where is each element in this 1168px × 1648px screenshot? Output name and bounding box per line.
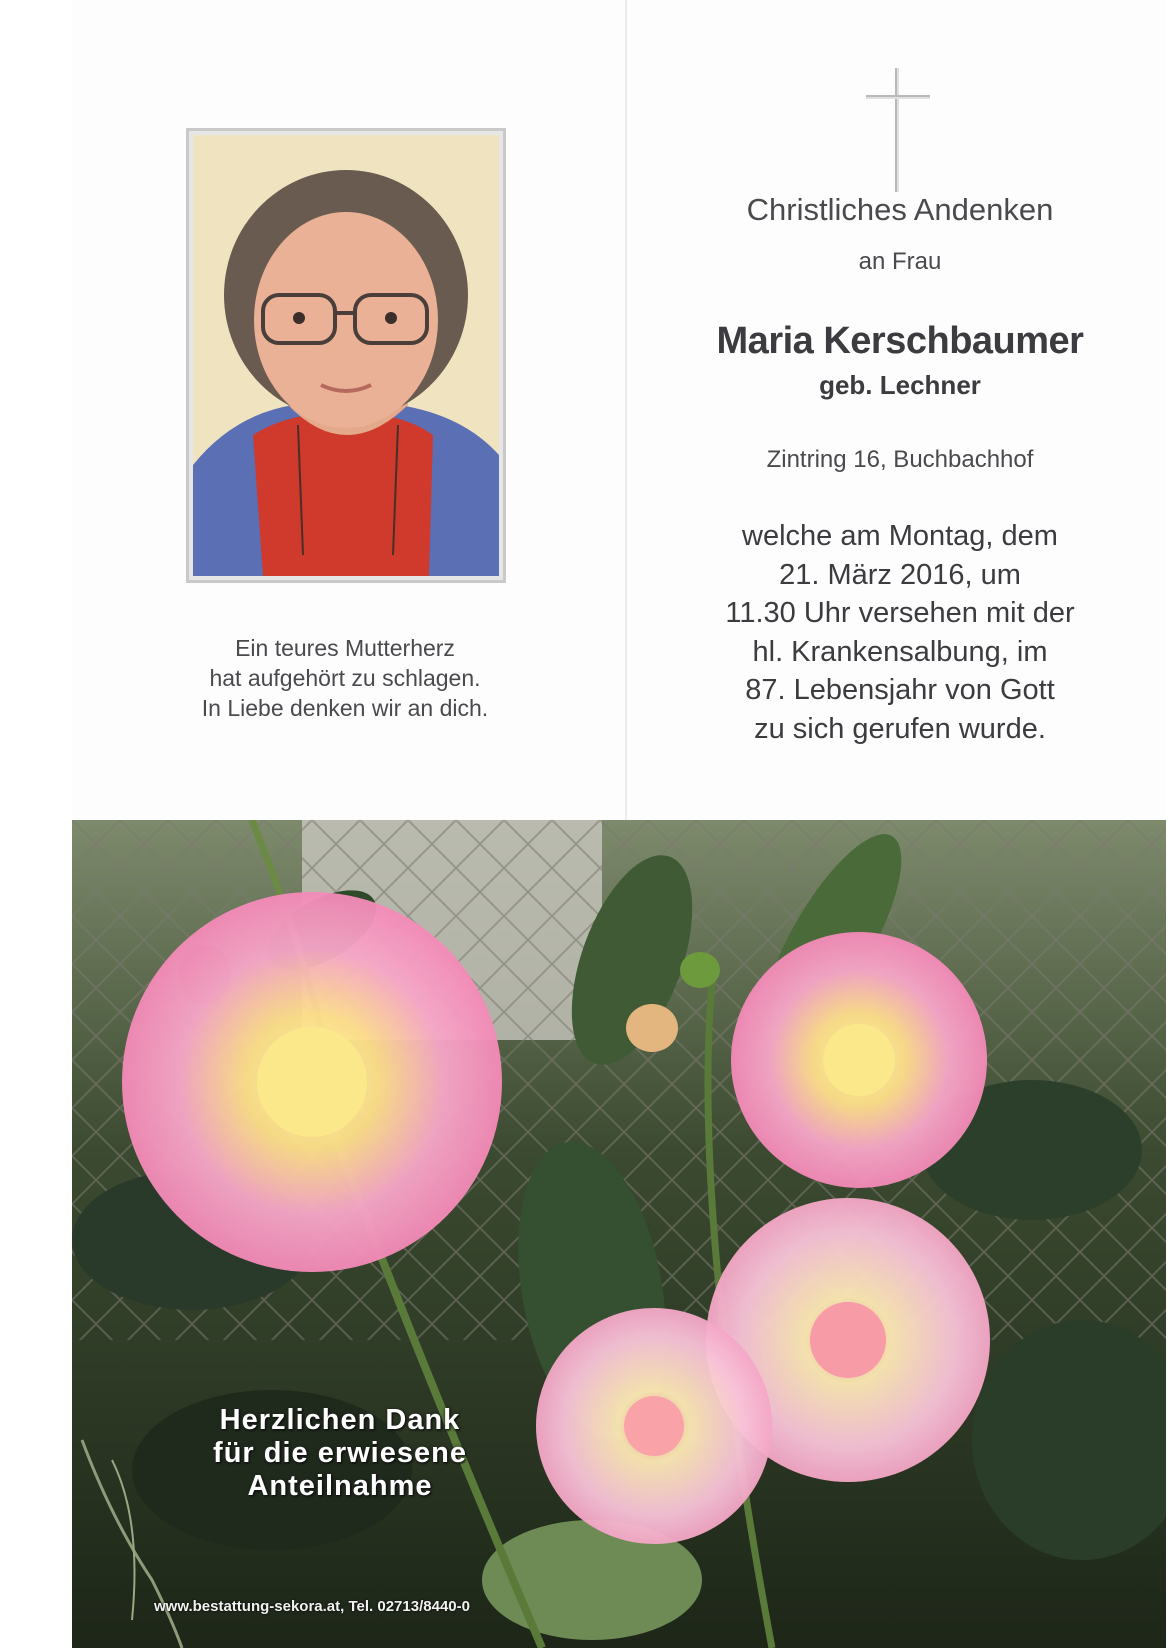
death-notice-line: zu sich gerufen wurde. (754, 712, 1046, 745)
poem-line: In Liebe denken wir an dich. (201, 695, 489, 721)
address: Zintring 16, Buchbachhof (766, 446, 1034, 473)
death-notice-line: welche am Montag, dem (742, 520, 1058, 552)
maiden-name: geb. Lechner (819, 370, 981, 400)
poem-line: hat aufgehört zu schlagen. (209, 665, 481, 691)
death-notice-line: 87. Lebensjahr von Gott (745, 674, 1055, 706)
death-notice-line: 11.30 Uhr versehen mit der (725, 597, 1075, 629)
thanks-line: Anteilnahme (247, 1470, 433, 1502)
deceased-name: Maria Kerschbaumer (716, 320, 1084, 362)
thanks-line: für die erwiesene (213, 1437, 467, 1469)
poem (150, 633, 540, 723)
death-notice-line: 21. März 2016, um (779, 558, 1021, 591)
card-heading: Christliches Andenken (746, 192, 1054, 227)
portrait-frame (186, 128, 506, 583)
death-notice-line: hl. Krankensalbung, im (752, 635, 1048, 668)
poem-line: Ein teures Mutterherz (235, 635, 455, 661)
card-fold (625, 0, 627, 820)
death-notice (680, 517, 1120, 748)
cross-icon (866, 68, 930, 192)
funeral-home-footer: www.bestattung-sekora.at, Tel. 02713/8440-0 (154, 1598, 470, 1615)
thanks-line: Herzlichen Dank (219, 1404, 461, 1436)
thanks-message (170, 1404, 510, 1503)
dahlia-photo (72, 820, 1166, 1648)
salutation: an Frau (858, 248, 942, 275)
portrait-photo (193, 135, 499, 576)
